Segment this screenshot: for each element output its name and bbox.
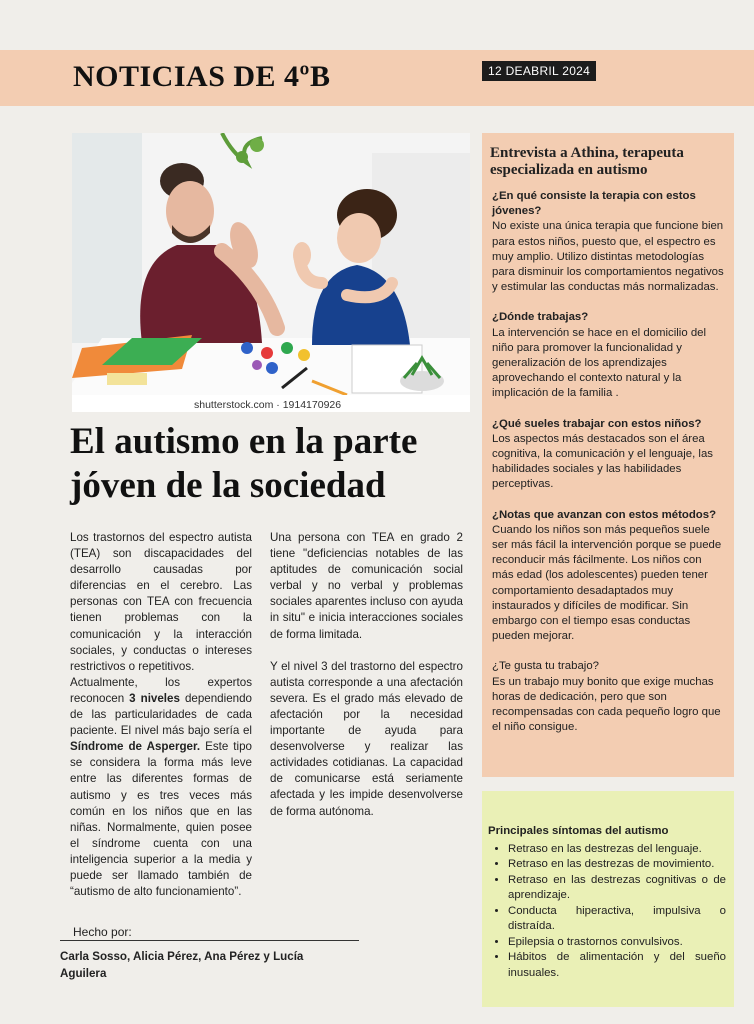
article-column-1 [70, 530, 252, 916]
symptom-item: • Hábitos de alimentación y del sueño inusuales. [508, 950, 726, 981]
article-headline [70, 420, 470, 508]
interview-question: ¿Te gusta tu trabajo? [492, 660, 600, 673]
credits-names: Carla Sosso, Alicia Pérez, Ana Pérez y Lucía Aguilera [60, 950, 304, 980]
symptom-item: • Retraso en las destrezas cognitivas o de aprendizaje. [508, 873, 726, 904]
levels-text-c: dependiendo de las particularidades de cada paciente. El nivel más bajo sería el [70, 691, 252, 738]
interview-question: ¿Qué sueles trabajar con estos niños? [492, 417, 702, 430]
symptoms-box [482, 791, 734, 1007]
symptoms-title: Principales síntomas del autismo [488, 825, 669, 837]
interview-question: ¿Dónde trabajas? [492, 311, 589, 324]
headline-line-1: El autismo en la parte [70, 421, 418, 462]
symptom-item: • Epilepsia o trastornos convulsivos. [508, 935, 726, 951]
interview-title: Entrevista a Athina, terapeuta especializada en autismo [490, 145, 684, 178]
therapy-photo-illustration [72, 133, 470, 412]
paragraph-definition: Los trastornos del espectro autista (TEA) son discapacidades del desarrollo causadas por diferencias en el cerebro. Las personas con TEA con frecuencia tienen problemas con la comunicación y la interacción sociales, y conductas o intereses restrictivos o repetitivos. [70, 531, 252, 673]
levels-highlight: 3 niveles [129, 691, 180, 705]
interview-answer: Los aspectos más destacados son el área cognitiva, la comunicación y el lenguaje, las habilidades sociales y las habilidades perceptivas. [492, 432, 713, 491]
interview-qa-item [492, 659, 726, 735]
interview-answer: La intervención se hace en el domicilio del niño para promover la funcionalidad y generalización de los aprendizajes aprovechando el contexto natural y la implicación de la familia . [492, 326, 707, 400]
interview-box [482, 133, 734, 777]
paragraph-grade-2: Una persona con TEA en grado 2 tiene "deficiencias notables de las aptitudes de comunicación social verbal y no verbal y problemas sociales aparentes incluso con ayuda in situ" e inicia interacciones sociales de forma limitada. [270, 531, 463, 641]
newspaper-title: NOTICIAS DE 4ºB [73, 60, 331, 93]
paragraph-grade-3: Y el nivel 3 del trastorno del espectro autista corresponde a una afectación severa. Es el grado más elevado de afectación por la necesidad importante de ayuda para desenvolverse y realizar las actividades cotidianas. La capacidad de comunicarse está seriamente afectada y les impide desenvolverse de forma autónoma. [270, 659, 463, 818]
issue-date: 12 DEABRIL 2024 [482, 61, 596, 81]
credits-label: Hecho por: [73, 925, 132, 939]
interview-qa-item [492, 189, 726, 295]
interview-answer: Cuando los niños son más pequeños suele ser más fácil la intervención porque se puede reconducir más fácilmente. Los niños con más edad (los adolescentes) pueden tener comportamiento desadaptados muy instaurados y difíciles de modificar. Sin embargo con el tiempo esas conductas pueden mejorar. [492, 523, 722, 643]
interview-qa-item [492, 417, 726, 493]
interview-question: ¿En qué consiste la terapia con estos jóvenes? [492, 190, 696, 218]
photo-caption: shutterstock.com · 1914170926 [194, 399, 342, 411]
credits-divider [60, 940, 359, 941]
interview-qa-item [492, 508, 726, 645]
symptom-item: • Conducta hiperactiva, impulsiva o distraída. [508, 904, 726, 935]
symptoms-list [488, 842, 726, 982]
interview-answer: No existe una única terapia que funcione bien para estos niños, puesto que, el espectro es muy amplio. Utilizo distintas metodologías para disminuir los comportamientos negativos y estimular las conductas más normalizadas. [492, 220, 724, 294]
headline-line-2: jóven de la sociedad [70, 465, 386, 506]
article-photo [72, 133, 470, 412]
symptom-item: • Retraso en las destrezas de movimiento. [508, 857, 726, 873]
interview-answer: Es un trabajo muy bonito que exige muchas horas de dedicación, pero que son recompensadas con cada pequeño logro que el niño consigue. [492, 675, 721, 734]
interview-qa-item [492, 310, 726, 401]
article-column-2 [270, 530, 463, 836]
asperger-highlight: Síndrome de Asperger. [70, 740, 201, 754]
masthead-bar [0, 50, 754, 106]
paragraph-levels [70, 675, 252, 900]
levels-text-a: Actualmente, los expertos reconocen [70, 675, 252, 705]
levels-text-e: Este tipo se considera la forma más leve entre las diferentes formas de autismo y es tres veces más común en los niños que en las niñas. Normalmente, quien posee el síndrome cuenta con una inteligencia superior a la media y puede ser llamado también de “autismo de alto funcionamiento”. [70, 740, 252, 899]
interview-question: ¿Notas que avanzan con estos métodos? [492, 508, 717, 521]
symptom-item: • Retraso en las destrezas del lenguaje. [508, 842, 726, 858]
